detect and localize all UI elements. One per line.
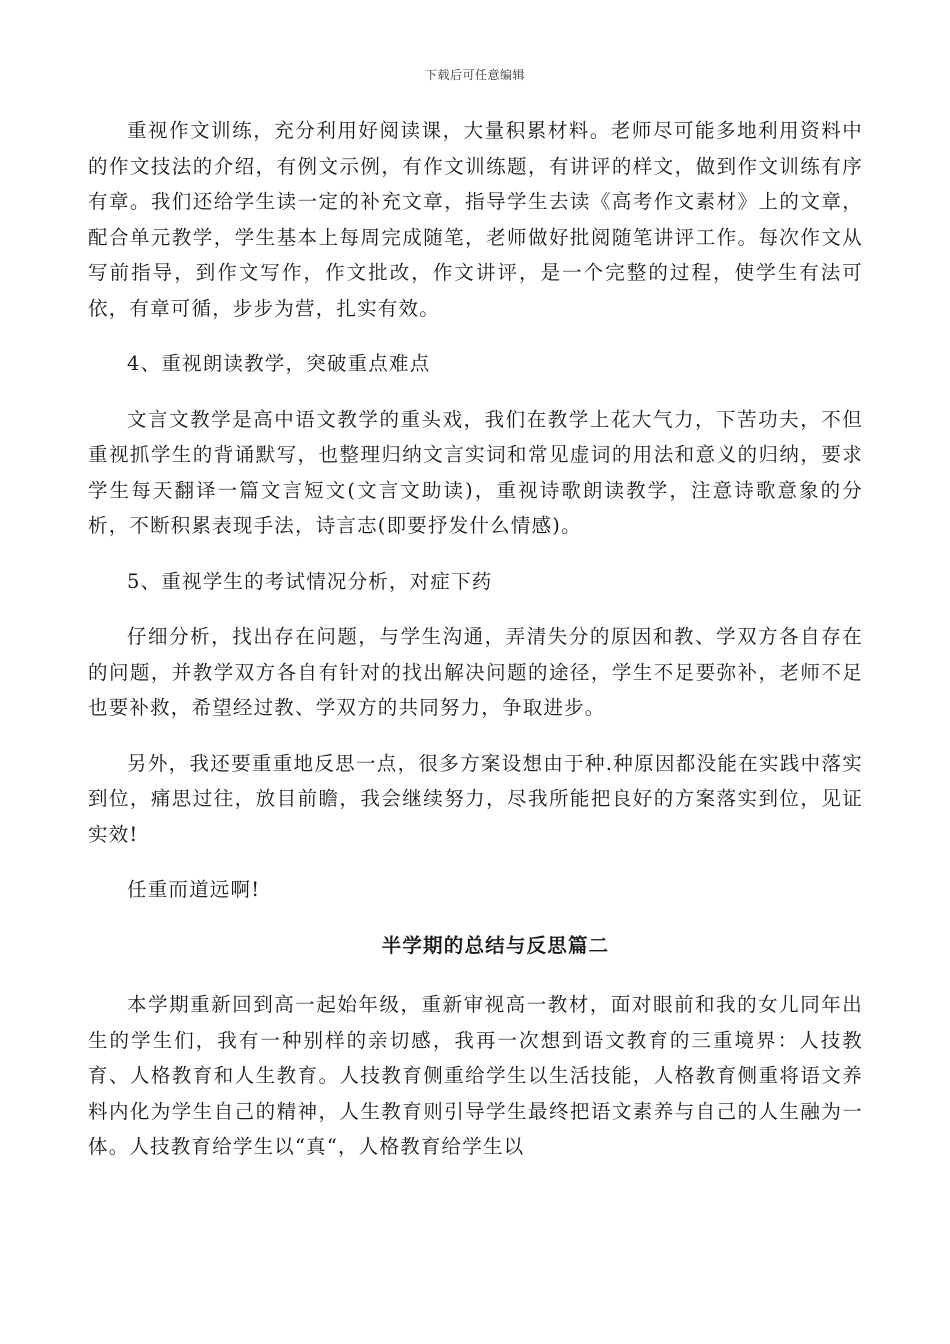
heading-point-4: 4、重视朗读教学，突破重点难点 [127, 352, 431, 375]
heading-point-5: 5、重视学生的考试情况分析，对症下药 [127, 569, 493, 593]
paragraph-section-two-intro: 本学期重新回到高一起始年级，重新审视高一教材，面对眼前和我的女儿同年出生的学生们，我有一种别样的亲切感，我再一次想到语文教育的三重境界：人技教育、人格教育和人生教育。人技教育侧重给学生以生活技能，人格教育侧重将语文养料内化为学生自己的精神，人生教育则引导学生最终把语文素养与自己的人生融为一体。人技教育给学生以“真“，人格教育给学生以 [88, 993, 863, 1158]
paragraph-reflection: 另外，我还要重重地反思一点，很多方案设想由于种.种原因都没能在实践中落实到位，痛思过往，放目前瞻，我会继续努力，尽我所能把良好的方案落实到位，见证实效! [88, 751, 863, 846]
paragraph-exam-analysis: 仔细分析，找出存在问题，与学生沟通，弄清失分的原因和教、学双方各自存在的问题，并教学双方各自有针对的找出解决问题的途径，学生不足要弥补，老师不足也要补救，希望经过教、学双方的共同努力，争取进步。 [88, 625, 863, 719]
header-note: 下载后可任意编辑 [424, 68, 525, 82]
section-title: 半学期的总结与反思篇二 [381, 933, 610, 957]
paragraph-writing-training: 重视作文训练，充分利用好阅读课，大量积累材料。老师尽可能多地利用资料中的作文技法的介绍，有例文示例，有作文训练题，有讲评的样文，做到作文训练有序有章。我们还给学生读一定的补充文章，指导学生去读《高考作文素材》上的文章，配合单元教学，学生基本上每周完成随笔，老师做好批阅随笔讲评工作。每次作文从写前指导，到作文写作，作文批改，作文讲评，是一个完整的过程，使学生有法可依，有章可循，步步为营，扎实有效。 [88, 119, 863, 320]
paragraph-closing: 任重而道远啊! [127, 878, 261, 901]
document-body [88, 113, 863, 1185]
paragraph-classical-chinese: 文言文教学是高中语文教学的重头戏，我们在教学上花大气力，下苦功夫，不但重视抓学生的背诵默写，也整理归纳文言实词和常见虚词的用法和意义的归纳，要求学生每天翻译一篇文言短文(文言文助读)，重视诗歌朗读教学，注意诗歌意象的分析，不断积累表现手法，诗言志(即要抒发什么情感)。 [88, 407, 863, 537]
